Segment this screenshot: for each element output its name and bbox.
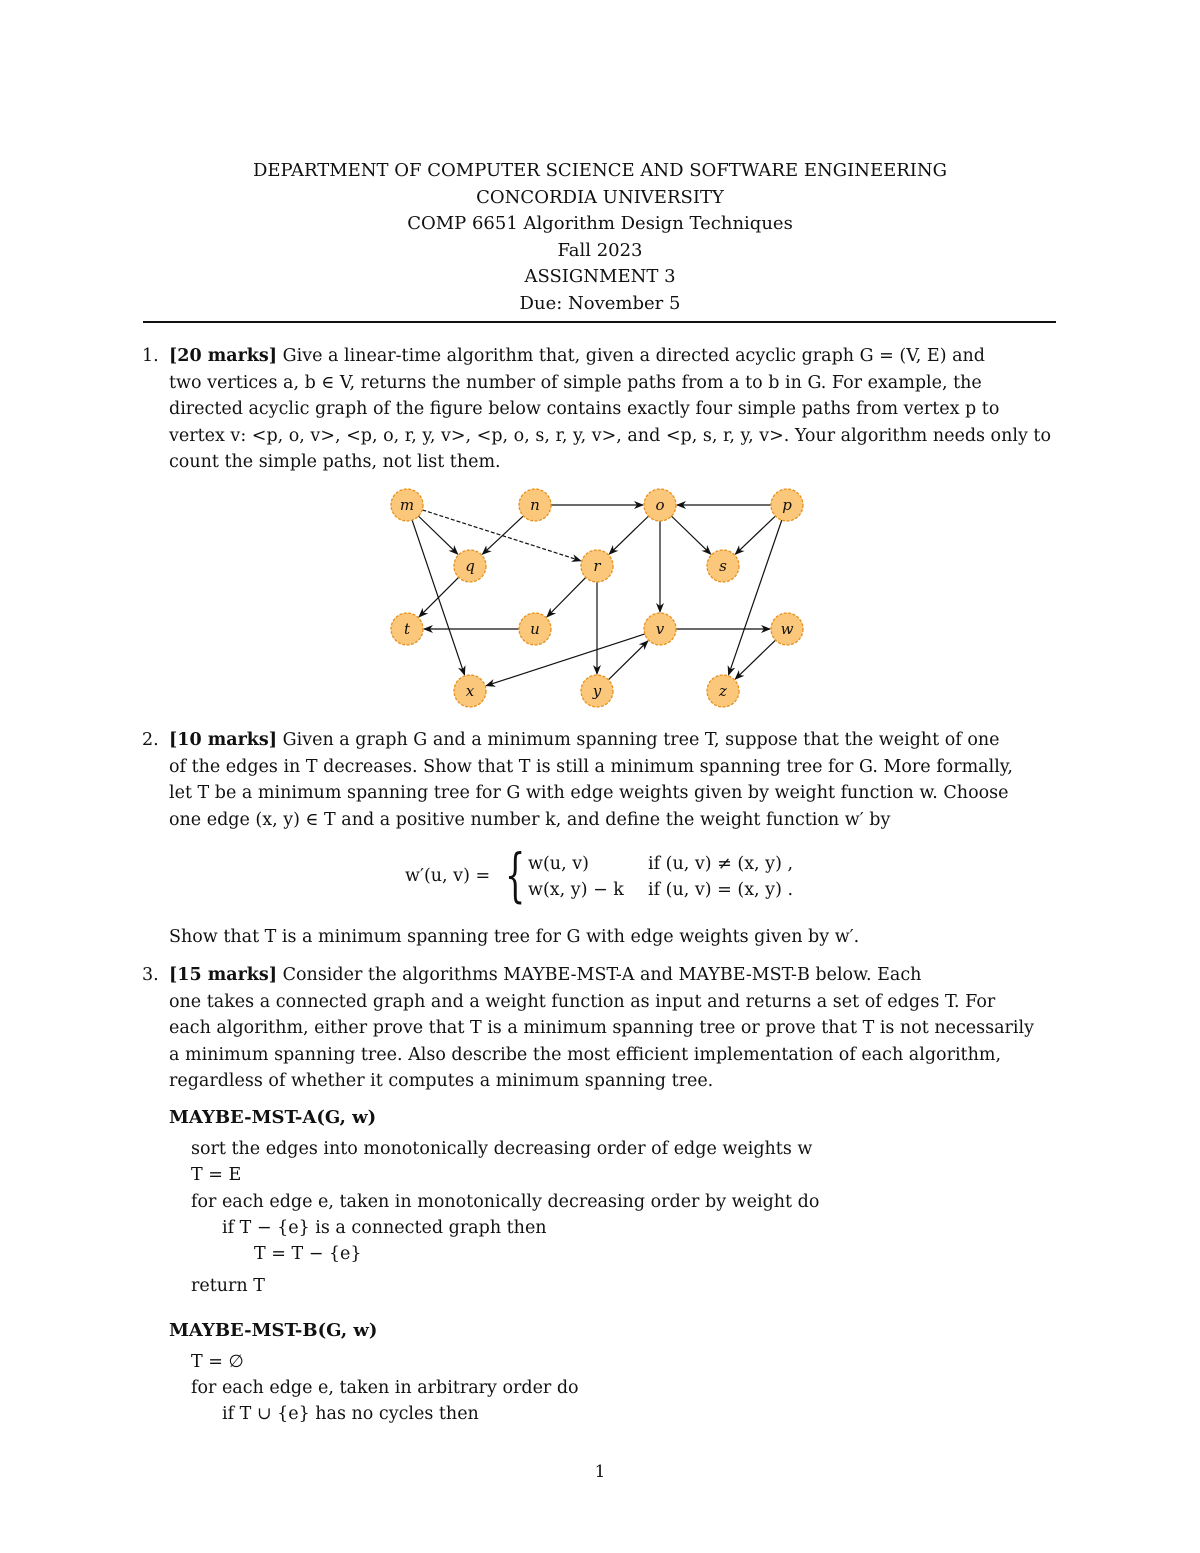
node-label: z <box>719 682 727 700</box>
assignment-title: ASSIGNMENT 3 <box>524 266 676 287</box>
case2-condition: if (u, v) = (x, y) . <box>648 880 794 900</box>
term-line: Fall 2023 <box>557 239 643 261</box>
q3-line: one takes a connected graph and a weight function as input and returns a set of edges T. For <box>169 991 996 1012</box>
course-line: COMP 6651 Algorithm Design Techniques <box>407 213 793 234</box>
algo-a-line: sort the edges into monotonically decreasing order of edge weights w <box>191 1139 813 1159</box>
q1-line: count the simple paths, not list them. <box>169 452 501 472</box>
node-t <box>391 613 423 645</box>
algo-a-line: T = E <box>191 1165 242 1185</box>
node-q <box>454 550 486 582</box>
node-v <box>644 613 676 645</box>
q2-marks: [10 marks] <box>169 730 278 750</box>
q2-line: of the edges in T decreases. Show that T is still a minimum spanning tree for G. More formally, <box>169 756 1013 777</box>
due-date: Due: November 5 <box>519 292 681 314</box>
q3-text <box>169 962 1056 1095</box>
edge-y-v <box>608 641 647 680</box>
node-label: r <box>593 557 601 575</box>
edge-q-t <box>419 577 459 617</box>
q1-line: directed acyclic graph of the figure below contains exactly four simple paths from vertex p to <box>169 399 1000 419</box>
formula-lhs: w′(u, v) = <box>405 866 491 886</box>
node-m <box>391 489 423 521</box>
node-label: o <box>655 496 665 514</box>
node-p <box>771 489 803 521</box>
algo-b-title: MAYBE-MST-B(G, w) <box>169 1320 378 1341</box>
q2-text <box>169 727 1056 833</box>
edge-v-x <box>486 634 645 686</box>
q2-line: one edge (x, y) ∈ T and a positive number k, and define the weight function w′ by <box>169 809 891 830</box>
graph-edges <box>412 505 782 686</box>
algo-b-line: T = ∅ <box>191 1352 244 1372</box>
algo-a-line: return T <box>191 1276 265 1296</box>
q3-marks: [15 marks] <box>169 965 278 985</box>
edge-w-z <box>735 640 775 679</box>
edge-m-q <box>418 516 457 554</box>
node-label: m <box>399 496 415 514</box>
node-u <box>519 613 551 645</box>
q1-number: 1. <box>142 346 159 366</box>
weight-function-formula <box>405 841 825 909</box>
edge-r-u <box>547 577 586 616</box>
q1-line: vertex v: <p, o, v>, <p, o, r, y, v>, <p, o, s, r, y, v>, and <p, s, r, y, v>. Your algorithm needs only to <box>169 425 1051 446</box>
q3-line: a minimum spanning tree. Also describe the most efficient implementation of each algorithm, <box>169 1044 1002 1065</box>
edge-p-z <box>729 520 782 675</box>
case1-condition: if (u, v) ≠ (x, y) , <box>648 854 794 874</box>
node-o <box>644 489 676 521</box>
q3-line: regardless of whether it computes a minimum spanning tree. <box>169 1071 714 1091</box>
formula-brace: { <box>505 841 526 909</box>
node-label: t <box>403 620 411 638</box>
algo-b-line: for each edge e, taken in arbitrary order do <box>191 1378 579 1398</box>
node-label: x <box>465 682 475 700</box>
q2-number: 2. <box>142 730 159 750</box>
header-rule <box>143 321 1056 323</box>
q1-line: [20 marks] Give a linear-time algorithm that, given a directed acyclic graph G = (V, E) and <box>169 346 986 366</box>
q3-line: each algorithm, either prove that T is a minimum spanning tree or prove that T is not necessarily <box>169 1018 1034 1038</box>
edge-o-r <box>609 516 648 554</box>
node-label: q <box>465 557 475 575</box>
edge-p-s <box>735 516 775 554</box>
q3-line: [15 marks] Consider the algorithms MAYBE-MST-A and MAYBE-MST-B below. Each <box>169 965 922 985</box>
node-x <box>454 675 486 707</box>
q3-number: 3. <box>142 965 159 985</box>
university-line: CONCORDIA UNIVERSITY <box>476 186 724 208</box>
node-r <box>581 550 613 582</box>
node-label: s <box>719 557 727 575</box>
algo-a-title: MAYBE-MST-A(G, w) <box>169 1107 377 1128</box>
node-w <box>771 613 803 645</box>
node-label: y <box>592 682 602 700</box>
q1-line: two vertices a, b ∈ V, returns the number of simple paths from a to b in G. For example, the <box>169 372 982 393</box>
dag-figure <box>380 478 820 720</box>
q2-line: let T be a minimum spanning tree for G with edge weights given by weight function w. Choose <box>169 783 1009 803</box>
node-label: w <box>780 620 794 638</box>
edge-m-r <box>422 510 581 561</box>
case1-value: w(u, v) <box>528 854 589 874</box>
node-s <box>707 550 739 582</box>
node-label: n <box>530 496 540 514</box>
algo-a-line: for each edge e, taken in monotonically decreasing order by weight do <box>191 1192 820 1212</box>
node-label: u <box>530 620 540 638</box>
node-n <box>519 489 551 521</box>
q2-closing: Show that T is a minimum spanning tree for G with edge weights given by w′. <box>169 927 860 947</box>
department-line: DEPARTMENT OF COMPUTER SCIENCE AND SOFTWARE ENGINEERING <box>252 160 948 181</box>
q1-marks: [20 marks] <box>169 346 278 366</box>
edge-o-s <box>671 516 710 554</box>
assignment-header <box>0 158 1200 317</box>
q2-line: [10 marks] Given a graph G and a minimum spanning tree T, suppose that the weight of one <box>169 730 1000 750</box>
algo-b-line: if T ∪ {e} has no cycles then <box>222 1404 479 1424</box>
case2-value: w(x, y) − k <box>528 880 624 900</box>
algo-a-line: T = T − {e} <box>254 1244 362 1264</box>
algo-a-line: if T − {e} is a connected graph then <box>222 1218 547 1238</box>
edge-n-q <box>482 516 523 554</box>
q1-text <box>169 343 1056 476</box>
page-number: 1 <box>594 1462 606 1482</box>
node-z <box>707 675 739 707</box>
node-label: v <box>655 620 665 638</box>
node-y <box>581 675 613 707</box>
node-label: p <box>782 496 792 514</box>
